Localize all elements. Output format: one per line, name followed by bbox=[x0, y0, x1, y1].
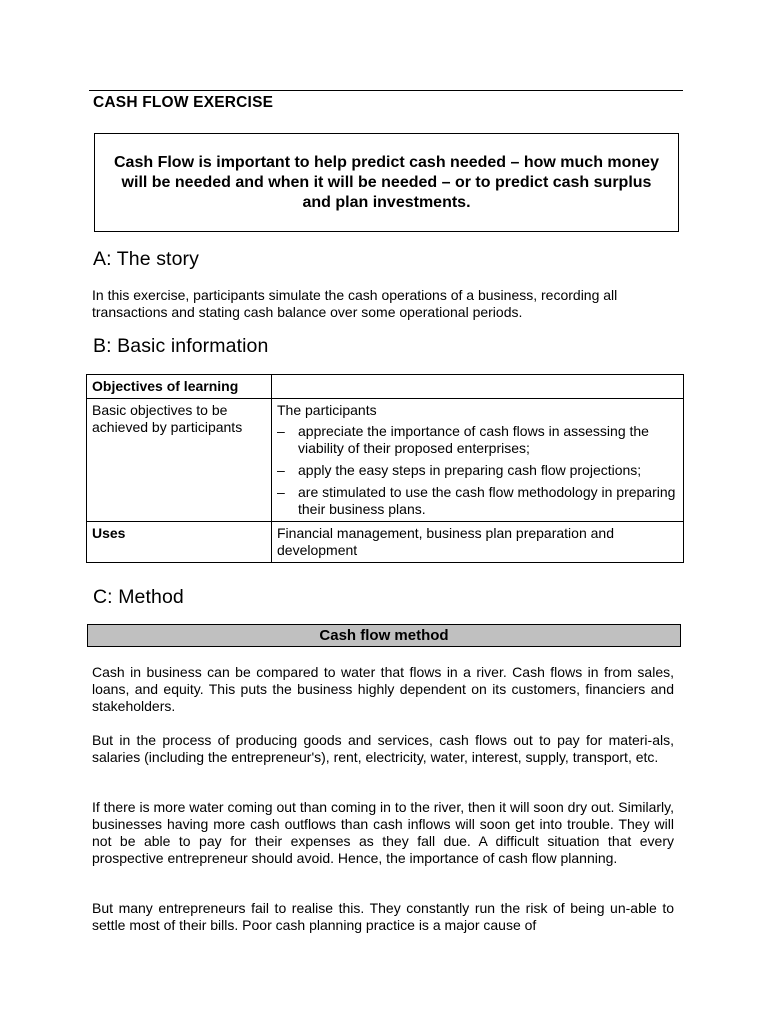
section-a-heading: A: The story bbox=[93, 248, 199, 270]
section-a-text: In this exercise, participants simulate the cash operations of a business, recording all transactions and stating cash balance over some operational periods. bbox=[92, 287, 618, 320]
objectives-cell bbox=[272, 399, 684, 522]
method-paragraph-3: If there is more water coming out than coming in to the river, then it will soon dry out. Similarly, businesses having more cash outflows than cash inflows will soon get into trouble. They will not be able to pay for their expenses as they fall due. A difficult situation that every prospective entrepreneur should avoid. Hence, the importance of cash flow planning. bbox=[92, 799, 674, 866]
list-dash: – bbox=[277, 484, 285, 500]
document-title: CASH FLOW EXERCISE bbox=[93, 94, 274, 111]
list-item bbox=[277, 423, 678, 457]
objectives-intro: The participants bbox=[277, 402, 377, 418]
list-item-text: appreciate the importance of cash flows in assessing the viability of their proposed enterprises; bbox=[298, 423, 649, 456]
objectives-list bbox=[277, 423, 678, 518]
list-dash: – bbox=[277, 423, 285, 439]
list-item bbox=[277, 462, 678, 479]
section-c-heading: C: Method bbox=[93, 586, 184, 608]
table-row bbox=[87, 375, 684, 399]
table-header-empty bbox=[272, 375, 684, 399]
list-dash: – bbox=[277, 462, 285, 478]
header-rule bbox=[89, 90, 683, 91]
uses-value: Financial management, business plan preparation and development bbox=[272, 522, 684, 563]
basic-information-table bbox=[86, 374, 684, 563]
list-item bbox=[277, 484, 678, 518]
section-b-heading: B: Basic information bbox=[93, 335, 269, 357]
list-item-text: apply the easy steps in preparing cash flow projections; bbox=[298, 462, 642, 478]
table-row bbox=[87, 522, 684, 563]
callout-box bbox=[94, 133, 679, 232]
callout-text: Cash Flow is important to help predict cash needed – how much money will be needed and when it will be needed – or to predict cash surplus and plan investments. bbox=[114, 153, 659, 211]
method-paragraph-1: Cash in business can be compared to water that flows in a river. Cash flows in from sales, loans, and equity. This puts the business highly dependent on its customers, financiers and stakeholders. bbox=[92, 664, 674, 714]
cash-flow-method-bar: Cash flow method bbox=[87, 624, 681, 647]
method-paragraph-2: But in the process of producing goods and services, cash flows out to pay for materi-als, salaries (including the entrepreneur's), rent, electricity, water, interest, supply, transport, etc. bbox=[92, 732, 674, 765]
method-paragraph-4: But many entrepreneurs fail to realise this. They constantly run the risk of being un-able to settle most of their bills. Poor cash planning practice is a major cause of bbox=[92, 900, 674, 933]
table-row bbox=[87, 399, 684, 522]
uses-label: Uses bbox=[87, 522, 272, 563]
list-item-text: are stimulated to use the cash flow methodology in preparing their business plans. bbox=[298, 484, 676, 517]
table-header-objectives: Objectives of learning bbox=[87, 375, 272, 399]
objectives-label: Basic objectives to be achieved by participants bbox=[87, 399, 272, 522]
